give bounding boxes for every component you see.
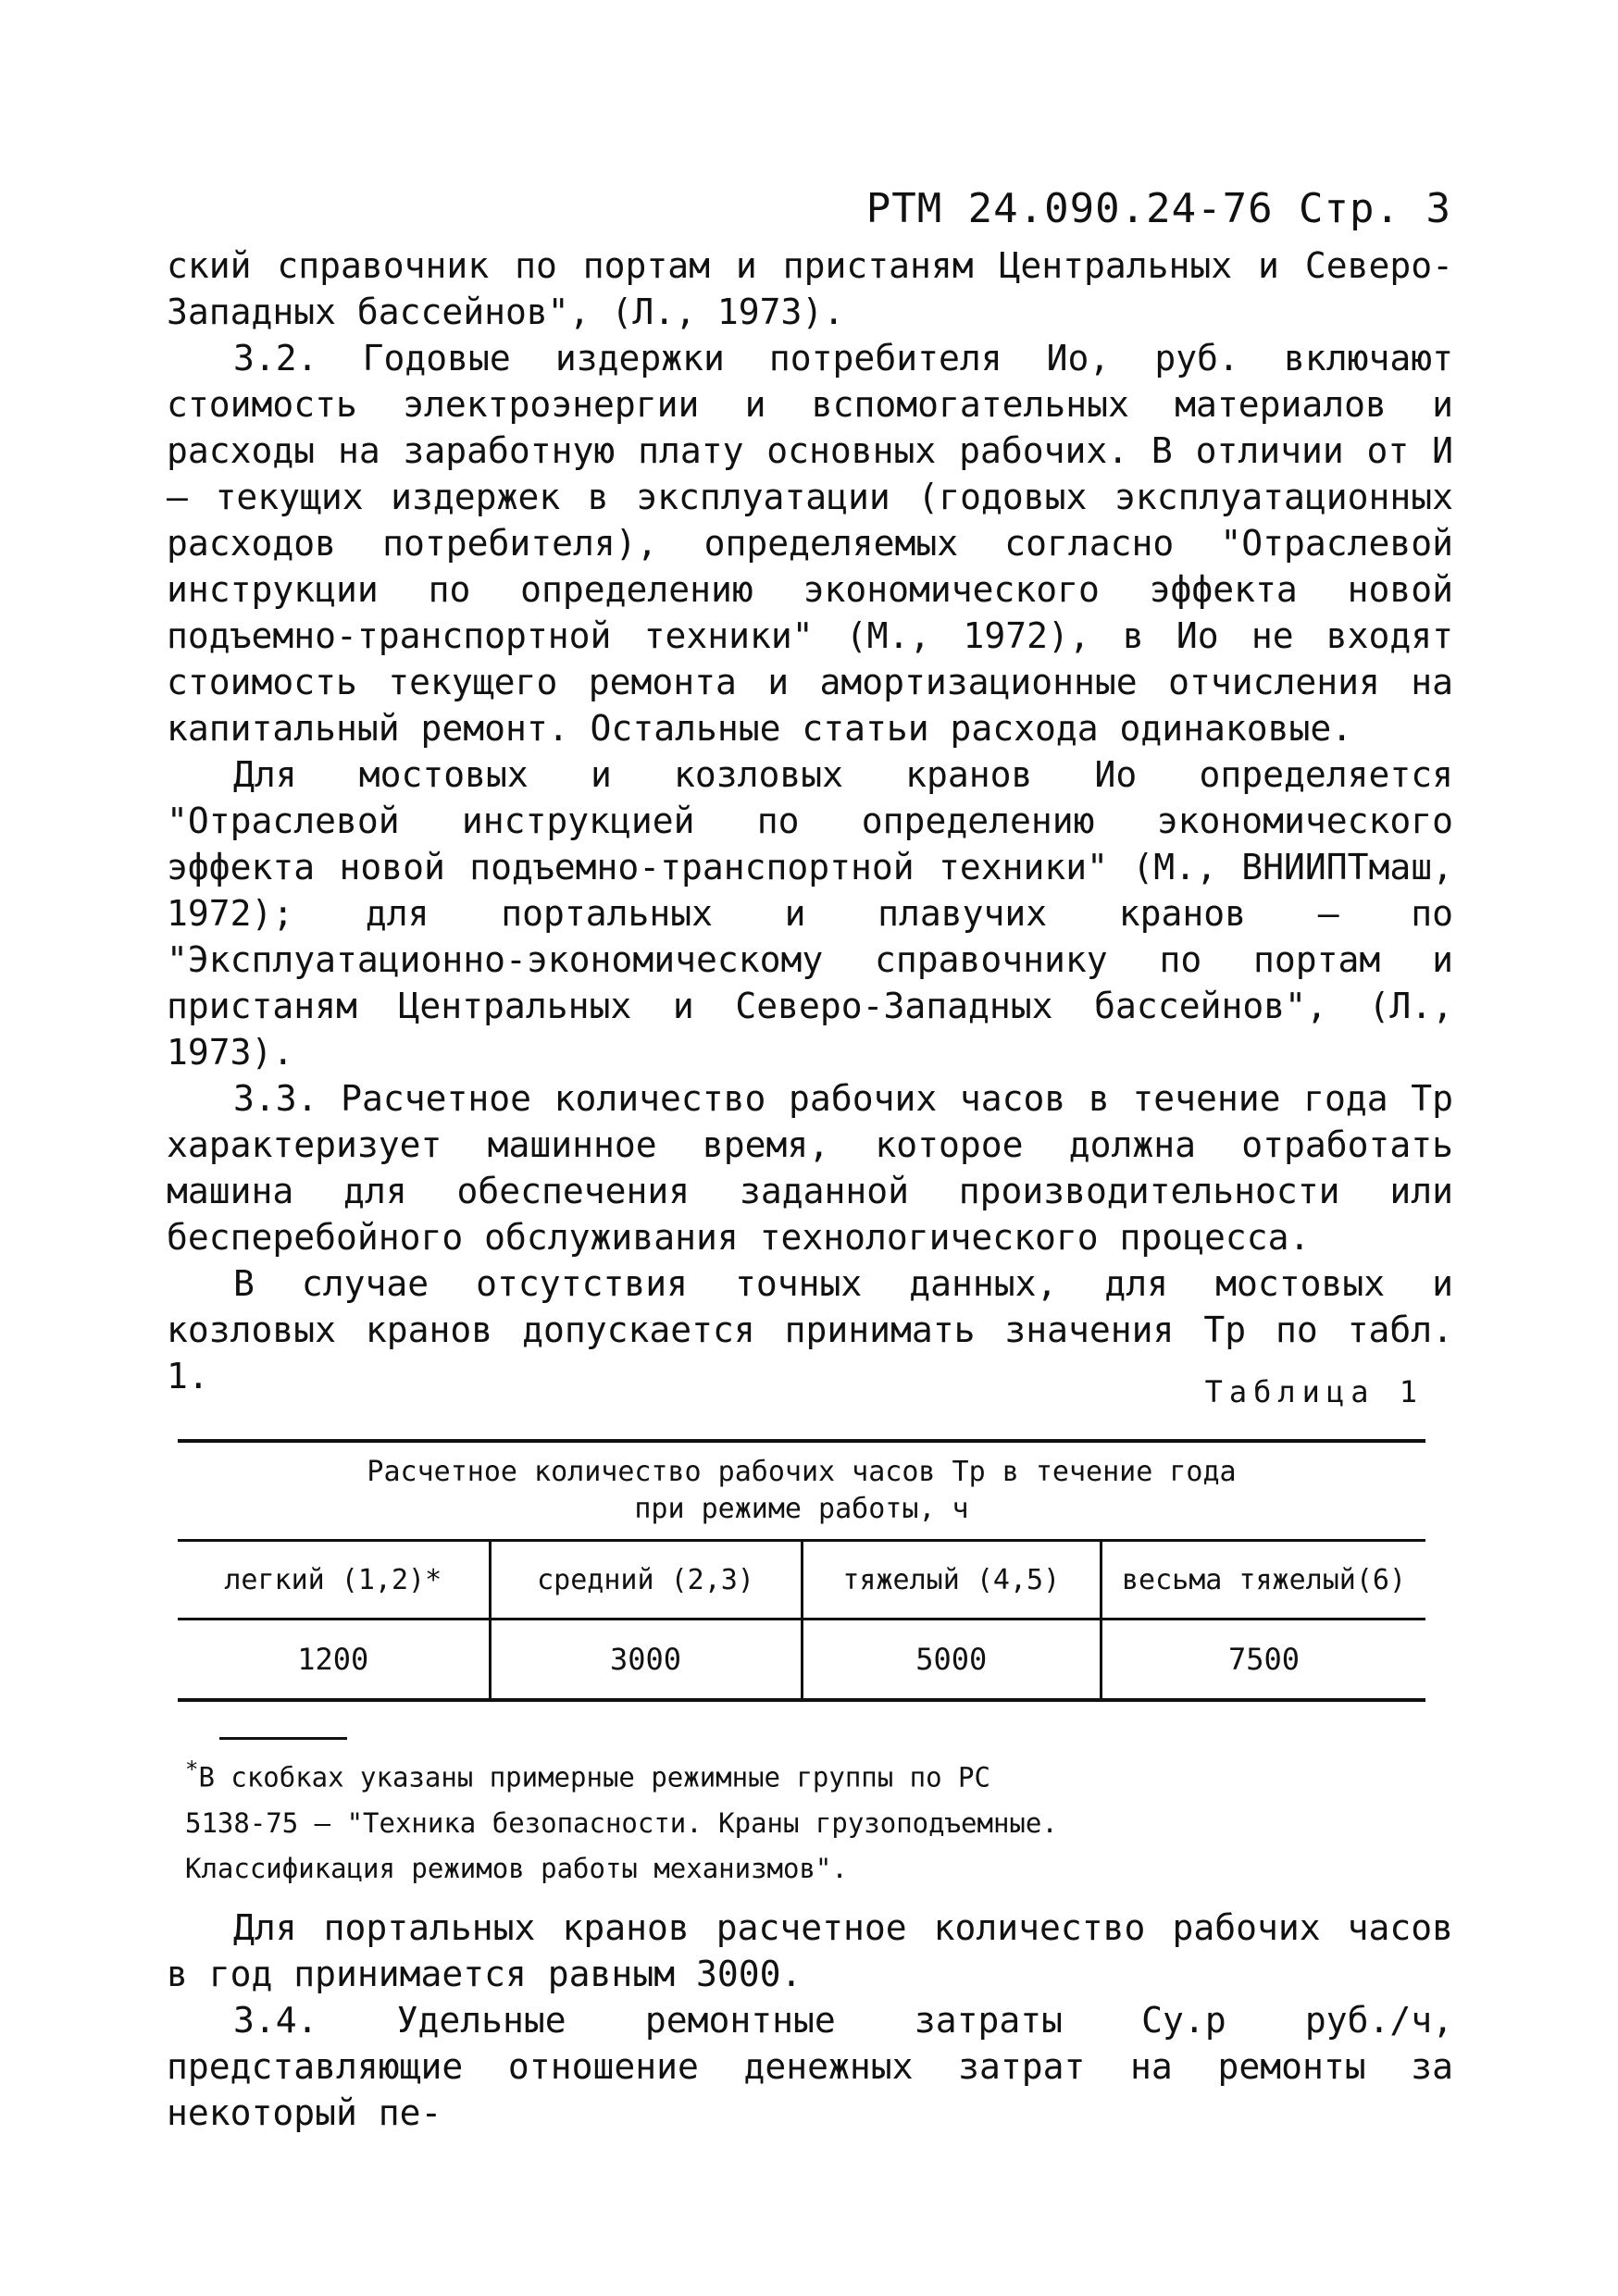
paragraph-3-4: 3.4. Удельные ремонтные затраты Cу.р руб./ч, представляющие отношение денежных затрат на ремонты за некоторый пе- (167, 2000, 1453, 2133)
body-text-bottom (167, 1905, 1453, 2136)
paragraph-cranes-method: Для мостовых и козловых кранов Иo определяется "Отраслевой инструкцией по определению экономического эффекта новой подъемно-транспортной техники" (М., ВНИИПТмаш, 1972); для портальных и плавучих кранов – по "Эксплуатационно-экономическому справочнику по портам и пристаням Центральных и Северо-Западных бассейнов", (Л., 1973). (167, 754, 1453, 1073)
table-cell-very-heavy: 7500 (1101, 1620, 1425, 1701)
column-header-very-heavy: весьма тяжелый(6) (1101, 1541, 1425, 1620)
paragraph-default-values: В случае отсутствия точных данных, для мостовых и козловых кранов допускается принимать значения Tp по табл. 1. (167, 1263, 1453, 1396)
table-caption: Таблица 1 (1204, 1374, 1424, 1409)
table-header-title (178, 1441, 1425, 1541)
footnote-divider (219, 1737, 347, 1740)
footnote-line3: Классификация режимов работы механизмов". (185, 1852, 848, 1884)
column-header-medium: средний (2,3) (490, 1541, 802, 1620)
paragraph-3-2: 3.2. Годовые издержки потребителя Иo, руб. включают стоимость электроэнергии и вспомогательных материалов и расходы на заработную плату основных рабочих. В отличии от И – текущих издержек в эксплуатации (годовых эксплуатационных расходов потребителя), определяемых согласно "Отраслевой инструкции по определению экономического эффекта новой подъемно-транспортной техники" (М., 1972), в Иo не входят стоимость текущего ремонта и амортизационные отчисления на капитальный ремонт. Остальные статьи расхода одинаковые. (167, 338, 1453, 749)
column-header-light: легкий (1,2)* (178, 1541, 490, 1620)
table-header-line1: Расчетное количество рабочих часов Tp в течение года (367, 1456, 1237, 1488)
table-cell-light: 1200 (178, 1620, 490, 1701)
body-text-top (167, 242, 1453, 1399)
column-header-heavy: тяжелый (4,5) (802, 1541, 1101, 1620)
footnote-line2: 5138-75 – "Техника безопасности. Краны грузоподъемные. (185, 1806, 1058, 1839)
paragraph-continuation: ский справочник по портам и пристаням Центральных и Северо-Западных бассейнов", (Л., 1973). (167, 245, 1453, 332)
footnote-line1: В скобках указаны примерные режимные группы по РС (198, 1761, 990, 1793)
table-header-line2: при режиме работы, ч (634, 1493, 969, 1525)
footnote (185, 1747, 1259, 1892)
table-row (178, 1620, 1425, 1701)
page-header: РТМ 24.090.24-76 Стр. 3 (865, 185, 1451, 232)
paragraph-portal-cranes: Для портальных кранов расчетное количество рабочих часов в год принимается равным 3000. (167, 1907, 1453, 1994)
working-hours-table (178, 1439, 1425, 1702)
paragraph-3-3: 3.3. Расчетное количество рабочих часов в течение года Tp характеризует машинное время, которое должна отработать машина для обеспечения заданной производительности или бесперебойного обслуживания технологического процесса. (167, 1078, 1453, 1258)
table-cell-medium: 3000 (490, 1620, 802, 1701)
footnote-mark: * (185, 1756, 199, 1782)
table-cell-heavy: 5000 (802, 1620, 1101, 1701)
